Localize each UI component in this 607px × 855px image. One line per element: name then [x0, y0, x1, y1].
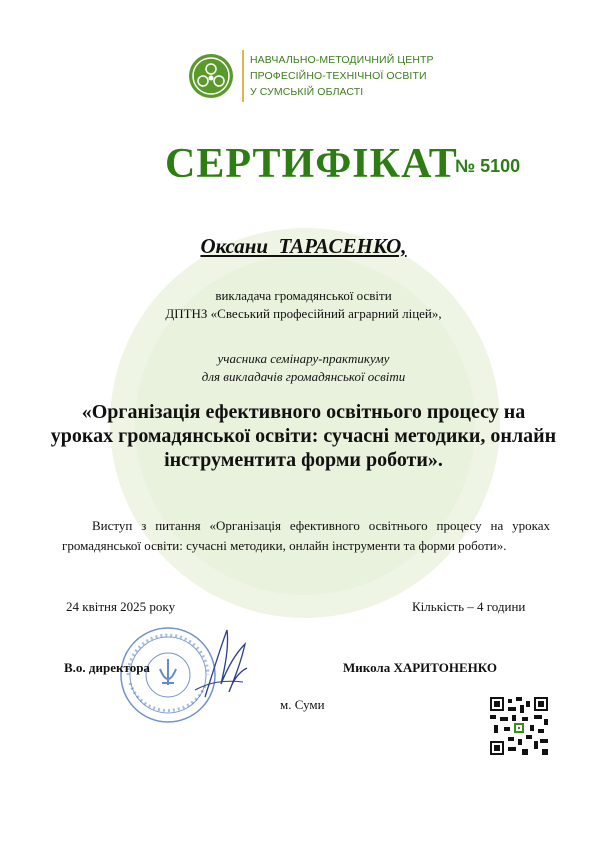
hours-count: Кількість – 4 години	[412, 599, 526, 614]
speech-description: Виступ з питання «Організація ефективного освітнього процесу на уроках громадянської освіти: сучасні методики, онлайн інструменти та форми роботи».	[62, 518, 550, 553]
issue-city: м. Суми	[280, 697, 325, 712]
organization-header	[188, 50, 434, 102]
qr-code-icon	[490, 697, 548, 755]
recipient-position-line-1: викладача громадянської освіти	[215, 288, 392, 303]
event-line-2: для викладачів громадянської освіти	[201, 369, 406, 384]
org-line-3: У СУМСЬКІЙ ОБЛАСТІ	[250, 86, 364, 98]
recipient-position-line-2: ДПТНЗ «Свеський професійний аграрний ліцей»,	[165, 306, 442, 321]
signer-name: Микола ХАРИТОНЕНКО	[343, 660, 498, 675]
certificate-number: № 5100	[455, 156, 521, 176]
organization-logo-icon	[188, 53, 234, 99]
org-line-1: НАВЧАЛЬНО-МЕТОДИЧНИЙ ЦЕНТР	[250, 54, 434, 66]
recipient-name	[0, 234, 607, 259]
issue-date: 24 квітня 2025 року	[66, 599, 176, 614]
event-line-1: учасника семінару-практикуму	[217, 351, 390, 366]
header-divider	[242, 50, 244, 102]
signature-icon	[185, 622, 255, 707]
event-theme: «Організація ефективного освітнього процесу на уроках громадянської освіти: сучасні методики, онлайн інструментита форми роботи».	[50, 401, 557, 471]
org-line-2: ПРОФЕСІЙНО-ТЕХНІЧНОЇ ОСВІТИ	[250, 70, 427, 82]
signer-role: В.о. директора	[64, 660, 150, 675]
organization-name	[250, 52, 434, 100]
certificate-title: СЕРТИФІКАТ	[165, 141, 458, 187]
recipient-name-text: Оксани ТАРАСЕНКО,	[200, 234, 407, 258]
